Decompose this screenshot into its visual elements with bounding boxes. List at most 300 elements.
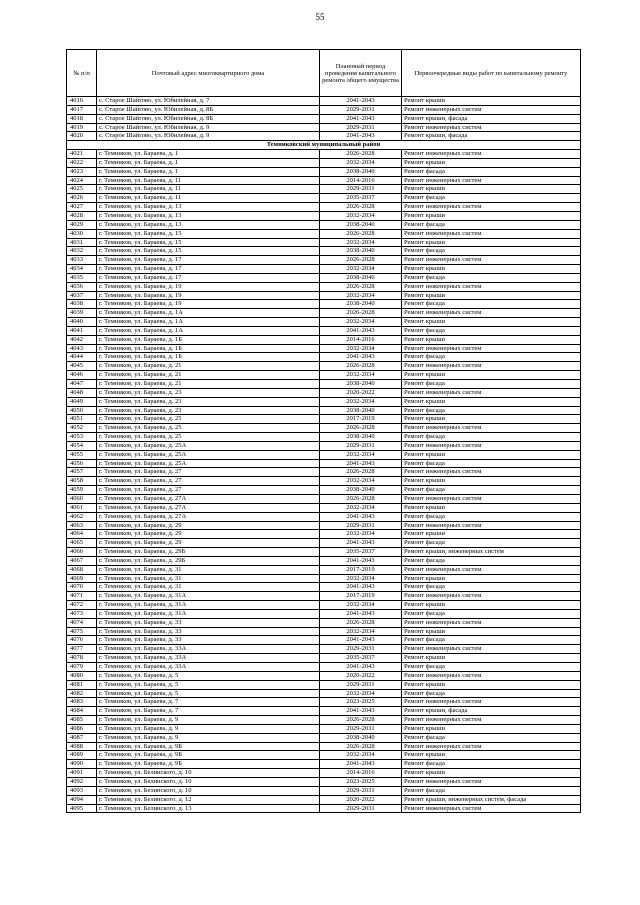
row-number: 4073 <box>67 609 97 618</box>
row-address: г. Темников, ул. Бараева, д. 31 <box>97 583 320 592</box>
row-works: Ремонт инженерных систем <box>402 742 581 751</box>
table-row <box>67 468 581 477</box>
row-number: 4065 <box>67 539 97 548</box>
table-row <box>67 406 581 415</box>
row-period: 2041-2043 <box>320 459 402 468</box>
table-row <box>67 592 581 601</box>
row-number: 4041 <box>67 326 97 335</box>
table-row <box>67 158 581 167</box>
row-period: 2026-2028 <box>320 742 402 751</box>
row-number: 4071 <box>67 592 97 601</box>
table-row <box>67 247 581 256</box>
row-number: 4019 <box>67 123 97 132</box>
row-period: 2041-2043 <box>320 132 402 141</box>
row-address: г. Темников, ул. Бараева, д. 1Б <box>97 344 320 353</box>
row-address: г. Темников, ул. Бараева, д. 15 <box>97 238 320 247</box>
row-works: Ремонт фасада <box>402 194 581 203</box>
row-period: 2014-2016 <box>320 176 402 185</box>
table-row <box>67 150 581 159</box>
row-address: г. Темников, ул. Бараева, д. 19 <box>97 291 320 300</box>
row-period: 2041-2043 <box>320 512 402 521</box>
section-row <box>67 141 581 150</box>
row-address: г. Темников, ул. Бараева, д. 23 <box>97 397 320 406</box>
row-address: г. Темников, ул. Бараева, д. 19 <box>97 282 320 291</box>
row-works: Ремонт фасада <box>402 380 581 389</box>
table-body <box>67 97 581 813</box>
row-address: г. Темников, ул. Бараева, д. 33А <box>97 663 320 672</box>
row-address: г. Темников, ул. Бараева, д. 33 <box>97 627 320 636</box>
row-number: 4063 <box>67 521 97 530</box>
row-period: 2032-2034 <box>320 477 402 486</box>
row-number: 4023 <box>67 167 97 176</box>
row-works: Ремонт инженерных систем <box>402 176 581 185</box>
row-period: 2041-2043 <box>320 663 402 672</box>
table-row <box>67 433 581 442</box>
table-row <box>67 450 581 459</box>
row-number: 4024 <box>67 176 97 185</box>
row-address: г. Темников, ул. Бараева, д. 1 <box>97 158 320 167</box>
row-number: 4048 <box>67 388 97 397</box>
row-works: Ремонт инженерных систем <box>402 362 581 371</box>
row-number: 4068 <box>67 565 97 574</box>
row-number: 4037 <box>67 291 97 300</box>
row-address: г. Темников, ул. Бараева, д. 21 <box>97 380 320 389</box>
row-number: 4017 <box>67 105 97 114</box>
row-address: г. Темников, ул. Бараева, д. 9 <box>97 716 320 725</box>
row-period: 2026-2028 <box>320 256 402 265</box>
row-period: 2032-2034 <box>320 158 402 167</box>
row-address: г. Темников, ул. Бараева, д. 7 <box>97 707 320 716</box>
row-address: г. Темников, ул. Бараева, д. 29Б <box>97 548 320 557</box>
row-works: Ремонт фасада <box>402 786 581 795</box>
row-address: г. Темников, ул. Бараева, д. 9 <box>97 733 320 742</box>
table-row <box>67 380 581 389</box>
row-works: Ремонт фасада <box>402 539 581 548</box>
row-number: 4086 <box>67 724 97 733</box>
row-number: 4070 <box>67 583 97 592</box>
row-number: 4016 <box>67 97 97 106</box>
row-number: 4090 <box>67 760 97 769</box>
row-period: 2026-2028 <box>320 716 402 725</box>
table-row <box>67 282 581 291</box>
row-address: г. Темников, ул. Бараева, д. 1 <box>97 150 320 159</box>
row-address: г. Темников, ул. Белинского, д. 10 <box>97 777 320 786</box>
row-period: 2029-2031 <box>320 680 402 689</box>
row-number: 4030 <box>67 229 97 238</box>
row-number: 4080 <box>67 671 97 680</box>
row-address: г. Темников, ул. Белинского, д. 10 <box>97 786 320 795</box>
row-number: 4035 <box>67 273 97 282</box>
row-period: 2029-2031 <box>320 123 402 132</box>
table-row <box>67 601 581 610</box>
row-number: 4064 <box>67 530 97 539</box>
row-address: г. Темников, ул. Бараева, д. 9Б <box>97 751 320 760</box>
row-address: г. Темников, ул. Бараева, д. 33 <box>97 618 320 627</box>
row-address: г. Темников, ул. Белинского, д. 10 <box>97 769 320 778</box>
row-works: Ремонт фасада <box>402 583 581 592</box>
row-works: Ремонт крыши <box>402 477 581 486</box>
row-number: 4022 <box>67 158 97 167</box>
row-number: 4039 <box>67 309 97 318</box>
row-address: г. Темников, ул. Бараева, д. 23 <box>97 406 320 415</box>
table-row <box>67 335 581 344</box>
row-works: Ремонт инженерных систем <box>402 256 581 265</box>
row-works: Ремонт инженерных систем <box>402 592 581 601</box>
row-period: 2038-2040 <box>320 406 402 415</box>
row-number: 4062 <box>67 512 97 521</box>
row-address: г. Темников, ул. Бараева, д. 27А <box>97 512 320 521</box>
row-works: Ремонт крыши, фасада <box>402 114 581 123</box>
table-row <box>67 786 581 795</box>
table-row <box>67 415 581 424</box>
row-address: г. Темников, ул. Бараева, д. 27 <box>97 477 320 486</box>
row-period: 2023-2025 <box>320 777 402 786</box>
table-row <box>67 344 581 353</box>
table-row <box>67 724 581 733</box>
row-works: Ремонт крыши <box>402 211 581 220</box>
table-row <box>67 114 581 123</box>
row-address: г. Темников, ул. Бараева, д. 21 <box>97 362 320 371</box>
row-number: 4076 <box>67 636 97 645</box>
table-row <box>67 194 581 203</box>
table-row <box>67 777 581 786</box>
row-period: 2041-2043 <box>320 636 402 645</box>
row-address: г. Темников, ул. Бараева, д. 1Б <box>97 353 320 362</box>
row-works: Ремонт крыши <box>402 371 581 380</box>
table-row <box>67 663 581 672</box>
row-period: 2041-2043 <box>320 760 402 769</box>
row-address: г. Темников, ул. Бараева, д. 7 <box>97 698 320 707</box>
row-number: 4072 <box>67 601 97 610</box>
row-period: 2032-2034 <box>320 689 402 698</box>
row-number: 4091 <box>67 769 97 778</box>
table-header-row <box>67 50 581 97</box>
row-number: 4038 <box>67 300 97 309</box>
row-address: г. Темников, ул. Бараева, д. 15 <box>97 247 320 256</box>
row-works: Ремонт крыши <box>402 724 581 733</box>
row-works: Ремонт крыши <box>402 574 581 583</box>
row-works: Ремонт фасада <box>402 512 581 521</box>
table-row <box>67 486 581 495</box>
row-address: г. Темников, ул. Бараева, д. 25А <box>97 450 320 459</box>
row-works: Ремонт инженерных систем <box>402 203 581 212</box>
row-works: Ремонт крыши, фасада <box>402 132 581 141</box>
row-period: 2029-2031 <box>320 441 402 450</box>
row-number: 4029 <box>67 220 97 229</box>
row-period: 2032-2034 <box>320 238 402 247</box>
row-works: Ремонт инженерных систем <box>402 565 581 574</box>
row-period: 2017-2019 <box>320 592 402 601</box>
header-address: Почтовый адрес многоквартирного дома <box>97 50 320 97</box>
header-period: Плановый период проведения капитального ремонта общего имущества <box>320 50 402 97</box>
row-number: 4088 <box>67 742 97 751</box>
table-row <box>67 265 581 274</box>
row-works: Ремонт инженерных систем <box>402 388 581 397</box>
row-number: 4082 <box>67 689 97 698</box>
table-row <box>67 645 581 654</box>
row-period: 2032-2034 <box>320 344 402 353</box>
row-works: Ремонт инженерных систем <box>402 494 581 503</box>
row-period: 2038-2040 <box>320 380 402 389</box>
row-address: г. Темников, ул. Бараева, д. 31А <box>97 592 320 601</box>
row-works: Ремонт фасада <box>402 433 581 442</box>
table-row <box>67 371 581 380</box>
row-address: г. Темников, ул. Бараева, д. 29 <box>97 530 320 539</box>
row-number: 4095 <box>67 804 97 813</box>
table-row <box>67 618 581 627</box>
row-address: г. Темников, ул. Бараева, д. 25 <box>97 415 320 424</box>
row-period: 2026-2028 <box>320 424 402 433</box>
row-number: 4055 <box>67 450 97 459</box>
row-number: 4058 <box>67 477 97 486</box>
row-address: г. Темников, ул. Бараева, д. 33 <box>97 636 320 645</box>
row-number: 4020 <box>67 132 97 141</box>
table-row <box>67 583 581 592</box>
table-row <box>67 512 581 521</box>
row-works: Ремонт инженерных систем <box>402 804 581 813</box>
row-address: г. Темников, ул. Бараева, д. 25 <box>97 424 320 433</box>
row-address: г. Темников, ул. Бараева, д. 9 <box>97 724 320 733</box>
row-period: 2026-2028 <box>320 362 402 371</box>
row-address: г. Темников, ул. Бараева, д. 21 <box>97 371 320 380</box>
row-works: Ремонт фасада <box>402 689 581 698</box>
row-address: с. Старое Шайгово, ул. Юбилейная, д. 8Б <box>97 105 320 114</box>
row-address: г. Темников, ул. Белинского, д. 12 <box>97 795 320 804</box>
row-period: 2035-2037 <box>320 548 402 557</box>
row-number: 4084 <box>67 707 97 716</box>
row-period: 2026-2028 <box>320 618 402 627</box>
row-address: г. Темников, ул. Бараева, д. 27 <box>97 486 320 495</box>
row-period: 2029-2031 <box>320 804 402 813</box>
table-row <box>67 539 581 548</box>
row-works: Ремонт инженерных систем <box>402 521 581 530</box>
row-address: г. Темников, ул. Бараева, д. 1А <box>97 326 320 335</box>
row-works: Ремонт фасада <box>402 636 581 645</box>
row-works: Ремонт инженерных систем <box>402 441 581 450</box>
row-number: 4056 <box>67 459 97 468</box>
row-works: Ремонт крыши <box>402 265 581 274</box>
table-row <box>67 804 581 813</box>
row-period: 2026-2028 <box>320 203 402 212</box>
row-period: 2041-2043 <box>320 97 402 106</box>
row-period: 2029-2031 <box>320 185 402 194</box>
row-period: 2017-2019 <box>320 415 402 424</box>
row-works: Ремонт фасада <box>402 733 581 742</box>
row-period: 2038-2040 <box>320 433 402 442</box>
row-period: 2038-2040 <box>320 486 402 495</box>
row-address: г. Темников, ул. Бараева, д. 17 <box>97 265 320 274</box>
table-row <box>67 751 581 760</box>
row-number: 4040 <box>67 318 97 327</box>
row-number: 4042 <box>67 335 97 344</box>
row-period: 2014-2016 <box>320 335 402 344</box>
row-number: 4043 <box>67 344 97 353</box>
row-number: 4028 <box>67 211 97 220</box>
row-number: 4025 <box>67 185 97 194</box>
row-works: Ремонт крыши, фасада <box>402 707 581 716</box>
row-works: Ремонт инженерных систем <box>402 105 581 114</box>
row-period: 2032-2034 <box>320 291 402 300</box>
row-period: 2035-2037 <box>320 194 402 203</box>
row-period: 2032-2034 <box>320 530 402 539</box>
row-address: г. Темников, ул. Бараева, д. 31А <box>97 609 320 618</box>
row-address: с. Старое Шайгово, ул. Юбилейная, д. 9 <box>97 123 320 132</box>
table-row <box>67 574 581 583</box>
row-period: 2032-2034 <box>320 503 402 512</box>
row-number: 4057 <box>67 468 97 477</box>
row-works: Ремонт инженерных систем <box>402 344 581 353</box>
table-row <box>67 680 581 689</box>
row-address: г. Темников, ул. Бараева, д. 33А <box>97 645 320 654</box>
row-period: 2032-2034 <box>320 627 402 636</box>
table-row <box>67 424 581 433</box>
row-period: 2032-2034 <box>320 318 402 327</box>
table-row <box>67 397 581 406</box>
row-number: 4059 <box>67 486 97 495</box>
table-row <box>67 238 581 247</box>
row-period: 2026-2028 <box>320 309 402 318</box>
row-number: 4052 <box>67 424 97 433</box>
row-works: Ремонт крыши <box>402 450 581 459</box>
row-number: 4061 <box>67 503 97 512</box>
row-number: 4047 <box>67 380 97 389</box>
table-row <box>67 707 581 716</box>
row-number: 4046 <box>67 371 97 380</box>
row-works: Ремонт крыши <box>402 397 581 406</box>
row-address: г. Темников, ул. Бараева, д. 29Б <box>97 556 320 565</box>
row-number: 4079 <box>67 663 97 672</box>
row-number: 4054 <box>67 441 97 450</box>
table-row <box>67 716 581 725</box>
row-number: 4027 <box>67 203 97 212</box>
row-works: Ремонт крыши <box>402 530 581 539</box>
table-row <box>67 760 581 769</box>
row-period: 2038-2040 <box>320 220 402 229</box>
row-address: г. Темников, ул. Бараева, д. 5 <box>97 689 320 698</box>
row-address: г. Темников, ул. Бараева, д. 15 <box>97 229 320 238</box>
row-works: Ремонт фасада <box>402 406 581 415</box>
row-period: 2038-2040 <box>320 733 402 742</box>
row-address: г. Темников, ул. Бараева, д. 27А <box>97 494 320 503</box>
row-number: 4050 <box>67 406 97 415</box>
row-period: 2041-2043 <box>320 326 402 335</box>
row-number: 4094 <box>67 795 97 804</box>
row-works: Ремонт инженерных систем <box>402 618 581 627</box>
row-period: 2017-2019 <box>320 565 402 574</box>
table-row <box>67 742 581 751</box>
row-number: 4083 <box>67 698 97 707</box>
table-row <box>67 105 581 114</box>
row-works: Ремонт крыши <box>402 503 581 512</box>
row-works: Ремонт фасада <box>402 353 581 362</box>
row-works: Ремонт крыши, инженерных систем <box>402 548 581 557</box>
row-address: с. Старое Шайгово, ул. Юбилейная, д. 9 <box>97 132 320 141</box>
row-number: 4089 <box>67 751 97 760</box>
row-number: 4069 <box>67 574 97 583</box>
row-number: 4060 <box>67 494 97 503</box>
row-number: 4031 <box>67 238 97 247</box>
row-works: Ремонт инженерных систем <box>402 698 581 707</box>
table-row <box>67 300 581 309</box>
row-number: 4026 <box>67 194 97 203</box>
row-period: 2041-2043 <box>320 707 402 716</box>
row-number: 4034 <box>67 265 97 274</box>
row-period: 2041-2043 <box>320 583 402 592</box>
row-works: Ремонт инженерных систем <box>402 671 581 680</box>
row-number: 4092 <box>67 777 97 786</box>
row-address: г. Темников, ул. Бараева, д. 5 <box>97 680 320 689</box>
table-row <box>67 273 581 282</box>
row-period: 2038-2040 <box>320 273 402 282</box>
row-works: Ремонт фасада <box>402 273 581 282</box>
row-address: г. Темников, ул. Бараева, д. 13 <box>97 211 320 220</box>
row-works: Ремонт фасада <box>402 459 581 468</box>
table-row <box>67 362 581 371</box>
row-period: 2026-2028 <box>320 282 402 291</box>
row-works: Ремонт крыши <box>402 680 581 689</box>
row-address: г. Темников, ул. Бараева, д. 27 <box>97 468 320 477</box>
row-address: г. Темников, ул. Бараева, д. 17 <box>97 256 320 265</box>
row-works: Ремонт крыши <box>402 751 581 760</box>
row-number: 4021 <box>67 150 97 159</box>
table-row <box>67 494 581 503</box>
row-number: 4077 <box>67 645 97 654</box>
row-address: с. Старое Шайгово, ул. Юбилейная, д. 8Б <box>97 114 320 123</box>
row-number: 4049 <box>67 397 97 406</box>
table-row <box>67 176 581 185</box>
row-address: г. Темников, ул. Бараева, д. 25А <box>97 459 320 468</box>
table-row <box>67 565 581 574</box>
row-address: г. Темников, ул. Бараева, д. 5 <box>97 671 320 680</box>
row-works: Ремонт инженерных систем <box>402 309 581 318</box>
row-works: Ремонт крыши <box>402 601 581 610</box>
table-row <box>67 353 581 362</box>
table-row <box>67 627 581 636</box>
row-works: Ремонт крыши <box>402 335 581 344</box>
table-row <box>67 388 581 397</box>
row-address: г. Темников, ул. Бараева, д. 33А <box>97 654 320 663</box>
row-address: г. Темников, ул. Бараева, д. 29 <box>97 521 320 530</box>
table-row <box>67 548 581 557</box>
row-number: 4066 <box>67 548 97 557</box>
row-works: Ремонт крыши <box>402 158 581 167</box>
row-period: 2032-2034 <box>320 265 402 274</box>
table-row <box>67 459 581 468</box>
row-period: 2032-2034 <box>320 397 402 406</box>
row-number: 4074 <box>67 618 97 627</box>
row-number: 4032 <box>67 247 97 256</box>
row-period: 2032-2034 <box>320 751 402 760</box>
row-works: Ремонт инженерных систем <box>402 229 581 238</box>
row-period: 2041-2043 <box>320 539 402 548</box>
table-row <box>67 521 581 530</box>
row-address: г. Темников, ул. Бараева, д. 13 <box>97 203 320 212</box>
row-works: Ремонт инженерных систем <box>402 777 581 786</box>
row-works: Ремонт крыши <box>402 627 581 636</box>
row-works: Ремонт фасада <box>402 300 581 309</box>
row-address: г. Темников, ул. Бараева, д. 23 <box>97 388 320 397</box>
row-address: с. Старое Шайгово, ул. Юбилейная, д. 7 <box>97 97 320 106</box>
table-row <box>67 185 581 194</box>
row-address: г. Темников, ул. Бараева, д. 25 <box>97 433 320 442</box>
row-works: Ремонт инженерных систем <box>402 123 581 132</box>
row-number: 4018 <box>67 114 97 123</box>
row-number: 4051 <box>67 415 97 424</box>
row-works: Ремонт крыши <box>402 415 581 424</box>
row-number: 4036 <box>67 282 97 291</box>
row-address: г. Темников, ул. Белинского, д. 13 <box>97 804 320 813</box>
row-address: г. Темников, ул. Бараева, д. 31 <box>97 565 320 574</box>
